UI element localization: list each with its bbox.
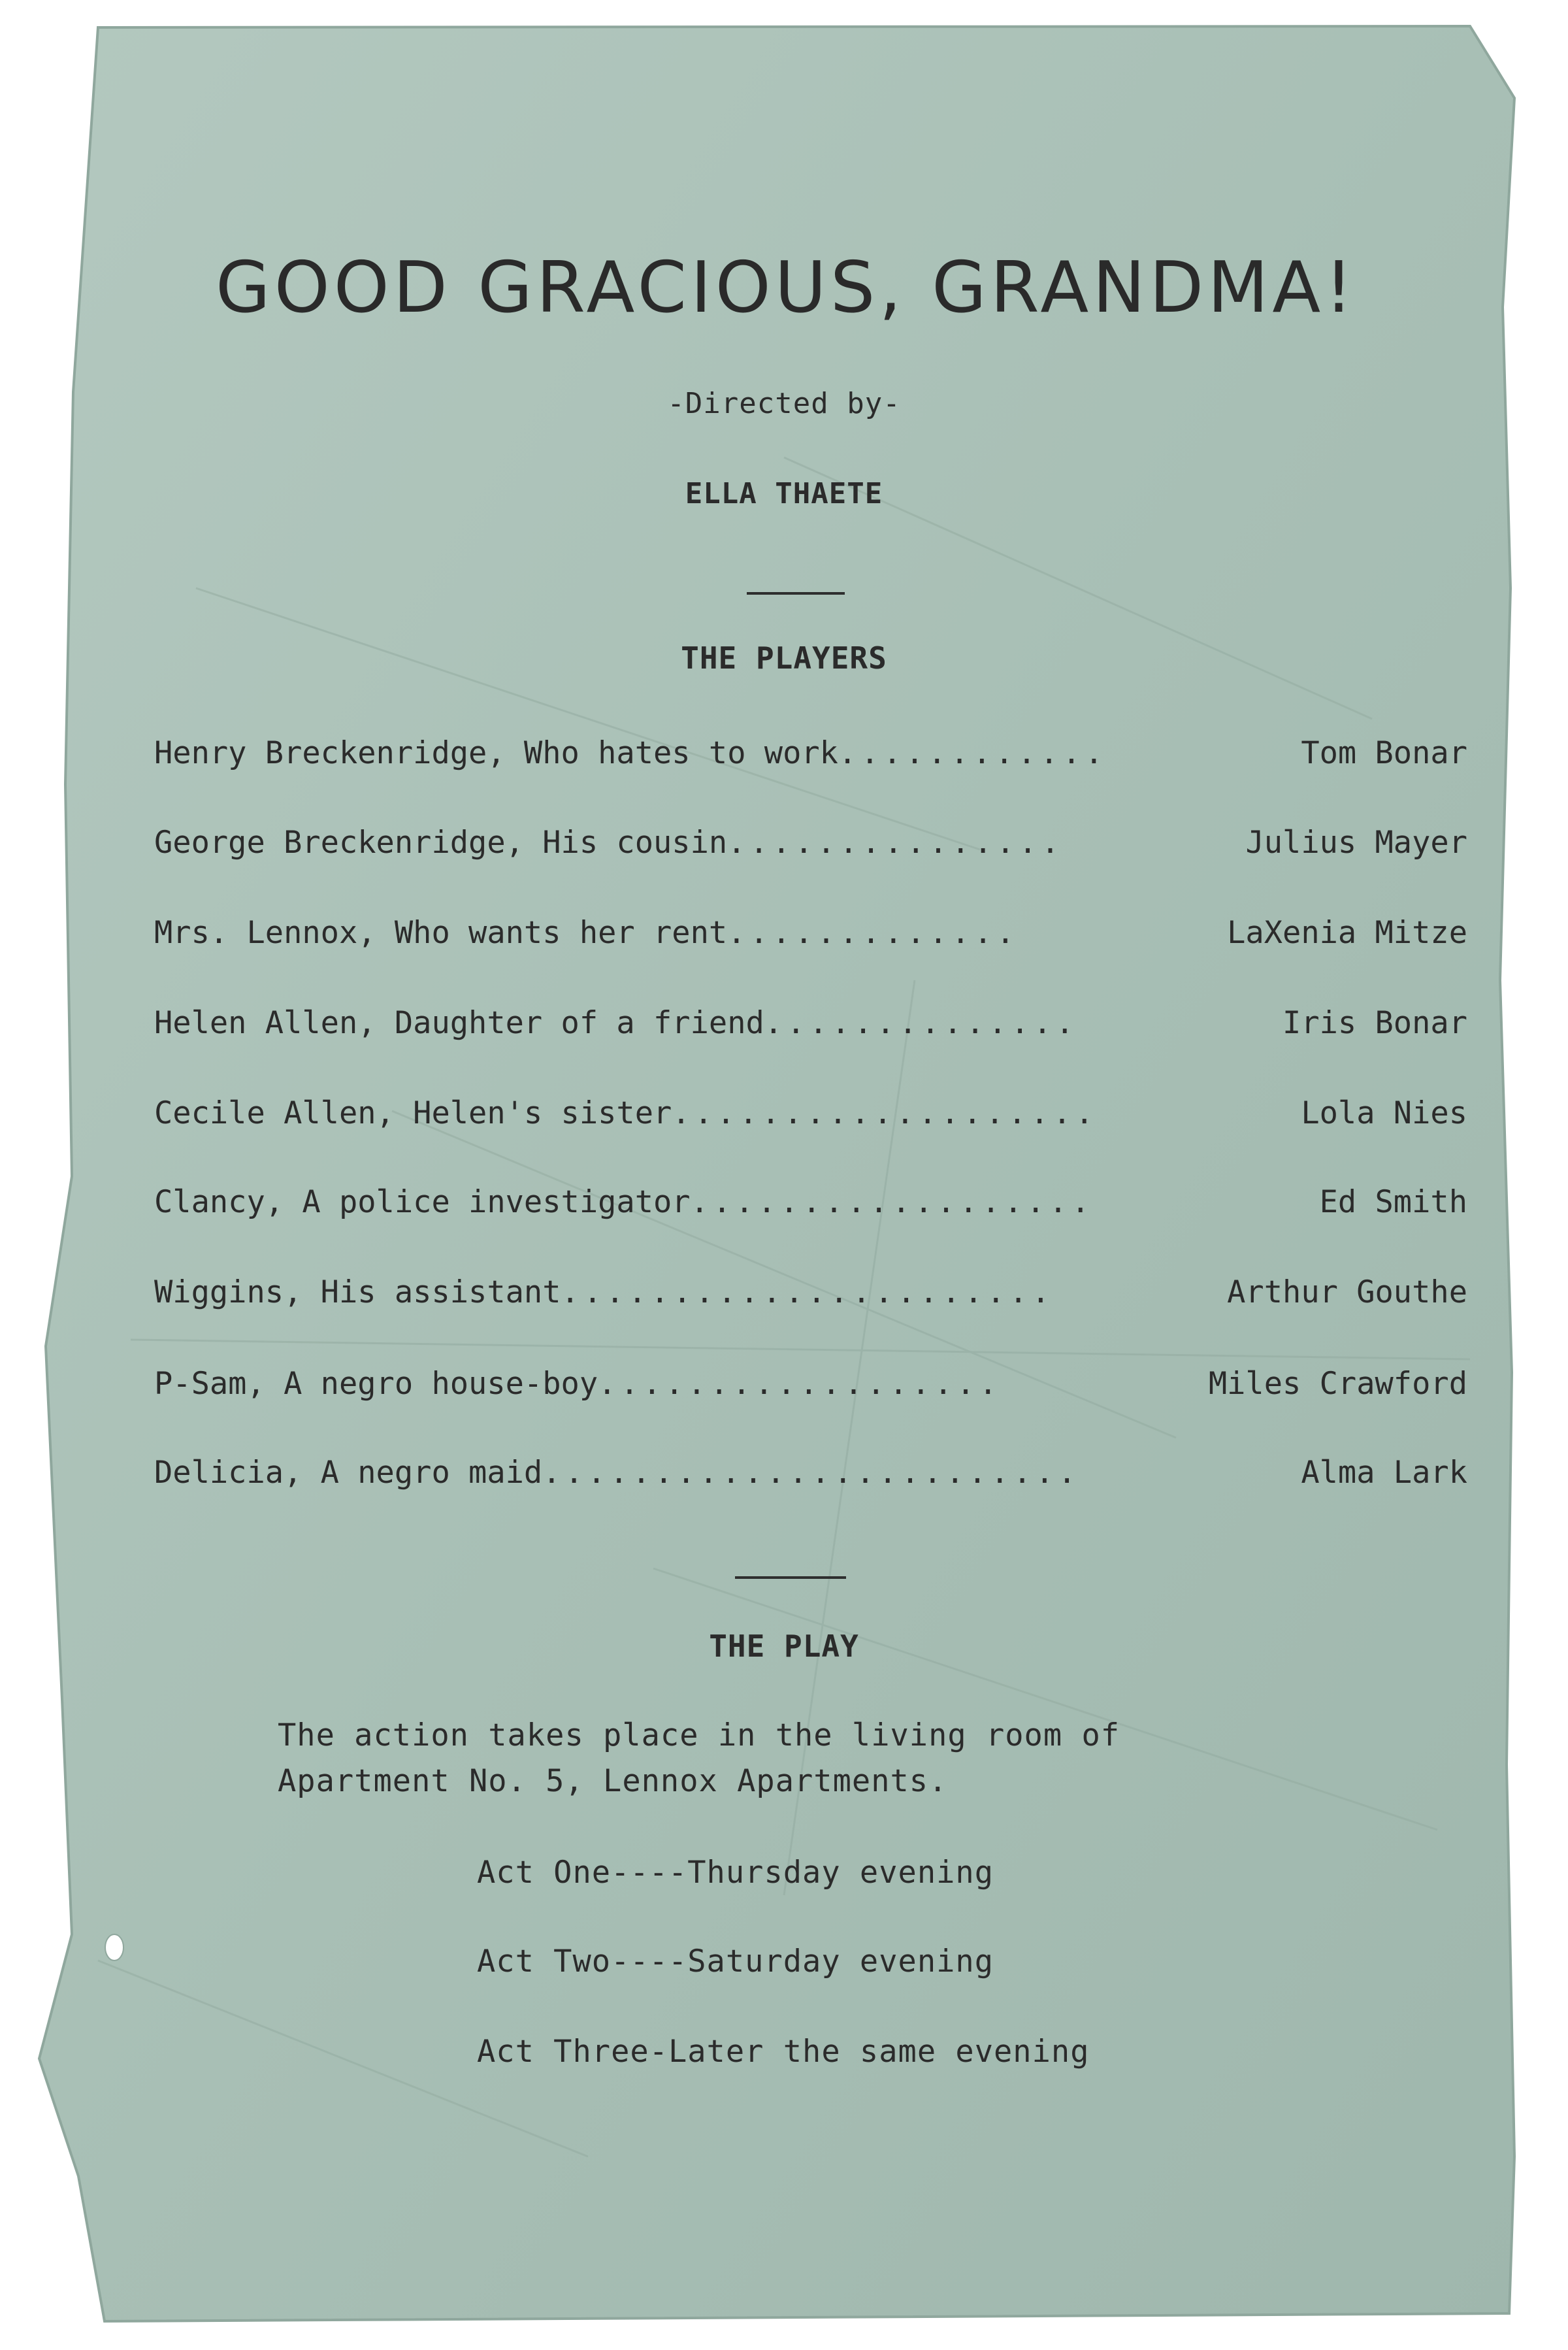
cast-role: Delicia, A negro maid: [154, 1455, 543, 1491]
cast-row: [154, 1095, 1467, 1134]
play-title: GOOD GRACIOUS, GRANDMA!: [216, 247, 1357, 329]
cast-leader-dots: ............: [838, 735, 1107, 771]
act-one: Act One----Thursday evening: [477, 1855, 994, 1891]
cast-role: Clancy, A police investigator: [154, 1184, 691, 1220]
act-two: Act Two----Saturday evening: [477, 1944, 994, 1979]
cast-leader-dots: ..................: [690, 1184, 1094, 1220]
cast-actor: Arthur Gouthe: [1227, 1274, 1467, 1310]
cast-leader-dots: ........................: [542, 1455, 1081, 1491]
cast-leader-dots: ..............: [764, 1005, 1078, 1041]
cast-actor: Miles Crawford: [1208, 1366, 1467, 1402]
cast-actor: Iris Bonar: [1282, 1005, 1467, 1041]
cast-role: George Breckenridge, His cousin: [154, 825, 728, 861]
cast-leader-dots: ......................: [561, 1274, 1054, 1310]
play-heading: THE PLAY: [709, 1629, 859, 1664]
cast-actor: Lola Nies: [1301, 1095, 1467, 1131]
divider-bottom: [735, 1576, 846, 1579]
cast-actor: Ed Smith: [1319, 1184, 1467, 1220]
act-three: Act Three-Later the same evening: [477, 2034, 1090, 2070]
cast-role: Mrs. Lennox, Who wants her rent: [154, 915, 728, 951]
players-heading: THE PLAYERS: [681, 640, 887, 676]
setting-line-2: Apartment No. 5, Lennox Apartments.: [278, 1763, 948, 1799]
cast-actor: Julius Mayer: [1245, 825, 1467, 861]
cast-actor: Tom Bonar: [1301, 735, 1467, 771]
cast-row: [154, 735, 1467, 774]
director-name: ELLA THAETE: [685, 477, 883, 510]
cast-actor: Alma Lark: [1301, 1455, 1467, 1491]
setting-line-1: The action takes place in the living room of: [278, 1717, 1120, 1753]
cast-row: [154, 1366, 1467, 1405]
directed-by-label: -Directed by-: [667, 387, 901, 420]
cast-role: Cecile Allen, Helen's sister: [154, 1095, 672, 1131]
cast-row: [154, 1274, 1467, 1314]
cast-actor: LaXenia Mitze: [1227, 915, 1467, 951]
cast-role: Henry Breckenridge, Who hates to work: [154, 735, 838, 771]
cast-row: [154, 1005, 1467, 1044]
cast-row: [154, 915, 1467, 954]
cast-row: [154, 825, 1467, 864]
cast-leader-dots: ..................: [598, 1366, 1002, 1402]
divider-top: [747, 592, 845, 595]
cast-role: Wiggins, His assistant: [154, 1274, 561, 1310]
cast-role: P-Sam, A negro house-boy: [154, 1366, 598, 1402]
cast-role: Helen Allen, Daughter of a friend: [154, 1005, 764, 1041]
cast-leader-dots: .............: [727, 915, 1019, 951]
cast-row: [154, 1184, 1467, 1223]
cast-leader-dots: ...................: [672, 1095, 1098, 1131]
cast-row: [154, 1455, 1467, 1494]
cast-leader-dots: ...............: [727, 825, 1064, 861]
